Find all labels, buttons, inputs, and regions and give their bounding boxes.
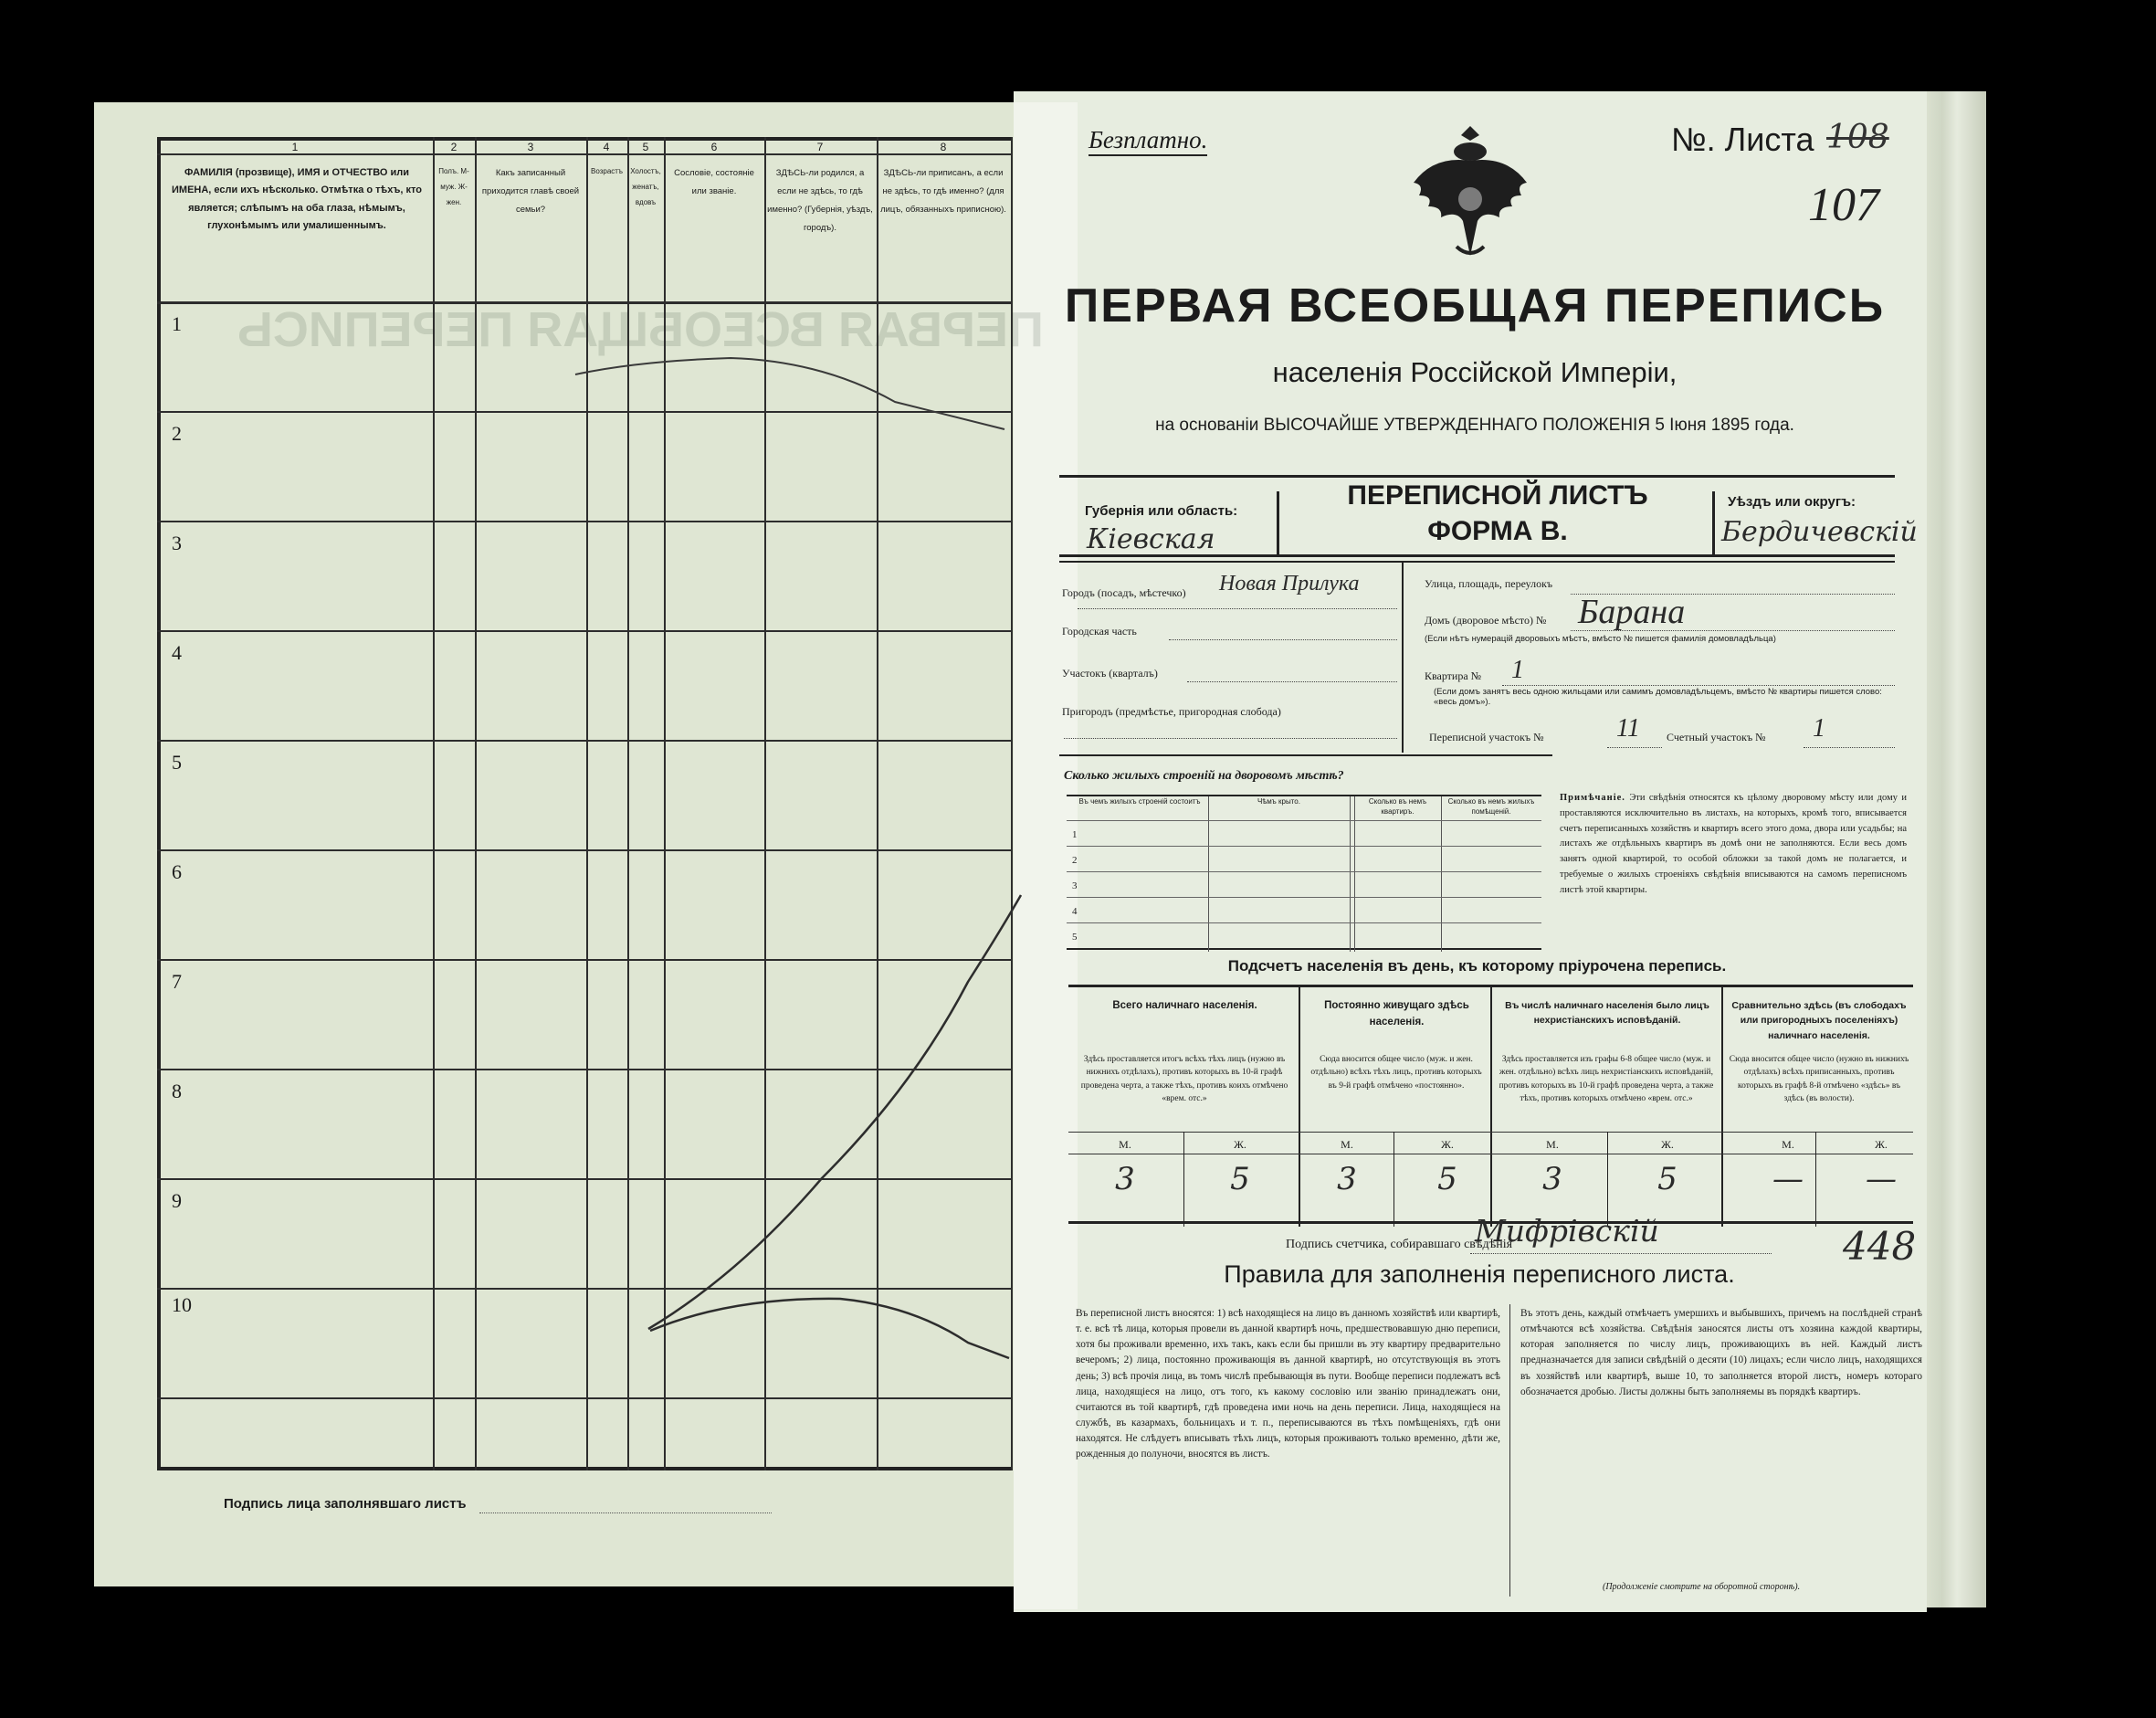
- count-value-permanent-female: 5: [1437, 1161, 1457, 1197]
- house-note: (Если нѣтъ нумерацій дворовыхъ мѣстъ, вмѣсто № пишется фамилія домовладѣльца): [1425, 634, 1776, 644]
- count-value-present-female: 5: [1230, 1161, 1250, 1197]
- province-value: Кіевская: [1087, 523, 1215, 555]
- row-number: 3: [172, 532, 182, 554]
- count-sub-male: М.: [1546, 1138, 1559, 1151]
- imperial-eagle-emblem: [1406, 119, 1534, 265]
- count-value-permanent-male: 3: [1337, 1161, 1357, 1197]
- form-title-line1: ПЕРЕПИСНОЙ ЛИСТЪ: [1347, 480, 1648, 511]
- collector-signature-value: Мифрівскій: [1475, 1213, 1659, 1249]
- row-number: 5: [172, 751, 182, 774]
- col-header-birthplace: ЗДѢСЬ-ли родился, а если не здѣсь, то гдѣ именно? (Губернія, уѣздъ, городъ).: [767, 168, 873, 233]
- count-sub-female: Ж.: [1661, 1138, 1674, 1151]
- count-col-present-head: Всего наличнаго населенія.: [1112, 1000, 1257, 1011]
- buildings-col-structure: Въ чемъ жилыхъ строеній состоитъ: [1078, 797, 1201, 806]
- col-number-6: 6: [710, 141, 718, 153]
- census-area-label: Переписной участокъ №: [1429, 731, 1544, 743]
- row-number: 7: [172, 970, 182, 993]
- count-value-nonchristian-male: 3: [1542, 1161, 1562, 1197]
- collector-signature-label: Подпись счетчика, собиравшаго свѣдѣнія: [1286, 1238, 1513, 1251]
- row-number: 2: [172, 422, 182, 445]
- buildings-col-rooms: Сколько въ немъ жилыхъ помѣщеній.: [1447, 797, 1535, 817]
- house-label: Домъ (дворовое мѣсто) №: [1425, 614, 1547, 627]
- ghost-title-bleedthrough: ПЕРВАЯ ВСЕОБЩАЯ ПЕРЕПИСЬ: [237, 302, 1044, 357]
- row-number: 1: [172, 312, 182, 335]
- buildings-row-number: 5: [1072, 932, 1078, 943]
- census-title: ПЕРВАЯ ВСЕОБЩАЯ ПЕРЕПИСЬ: [1064, 279, 1886, 332]
- col-header-relation: Какъ записанный приходится главѣ своей семьи?: [481, 168, 580, 215]
- count-col-permanent-desc: Сюда вносится общее число (муж. и жен. отдѣльно) всѣхъ тѣхъ лицъ, противъ которыхъ въ 9-й графѣ отмѣчено «постоянно».: [1310, 1055, 1482, 1091]
- count-area-value: 1: [1813, 714, 1825, 743]
- count-value-nonchristian-female: 5: [1657, 1161, 1677, 1197]
- count-value-suburb-female: —: [1866, 1161, 1897, 1197]
- population-count-title: Подсчетъ населенія въ день, къ которому пріурочена перепись.: [1227, 957, 1727, 975]
- row-number: 9: [172, 1189, 182, 1212]
- count-col-suburb-head: Сравнительно здѣсь (въ слободахъ или пригородныхъ поселеніяхъ) наличнаго населенія.: [1731, 1000, 1907, 1041]
- count-col-permanent-head: Постоянно живущаго здѣсь населенія.: [1324, 1000, 1469, 1028]
- row-number: 4: [172, 641, 182, 664]
- col-header-estate: Сословіе, состояніе или званіе.: [674, 168, 754, 196]
- rules-text-right: Въ этотъ день, каждый отмѣчаетъ умершихъ и выбывшихъ, причемъ на послѣдней странѣ отмѣчаются всѣ хозяйства. Свѣдѣнія заносятся листы отъ хозяина каждой квартиры, которая заполняется по числу лицъ, проживающихъ въ ней. Каждый листъ предназначается для записи свѣдѣній о десяти (10) лицахъ; если число лицъ, находящихся въ хозяйствѣ или квартирѣ, выше 10, то заполняется второй листъ, номеръ котораго обозначается дробью. Листы должны быть заполняемы въ порядкѣ квартиръ.: [1520, 1308, 1922, 1397]
- free-of-charge-label: Безплатно.: [1089, 126, 1207, 156]
- col-number-4: 4: [603, 141, 610, 153]
- sheet-number-corrected: 107: [1808, 179, 1879, 231]
- rules-continuation-note: (Продолженіе смотрите на оборотной сторонѣ).: [1603, 1582, 1801, 1592]
- col-number-8: 8: [940, 141, 947, 153]
- count-sub-female: Ж.: [1234, 1138, 1246, 1151]
- note-text: Эти свѣдѣнія относятся къ цѣлому дворовому мѣсту или дому и проставляются исключительно въ листахъ, на которыхъ, кромѣ того, вписывается счетъ переписанныхъ хозяйствъ и квартиръ всего этого дома, двора или усадьбы; на листахъ же отдѣльныхъ квартиръ въ домѣ они не заполняются. Если весь домъ занятъ одной квартирой, то особой обложки за такой домъ не полагается, и требуемые о жилыхъ строеніяхъ свѣдѣнія вписываются на самомъ переписномъ листѣ этой квартиры.: [1560, 793, 1907, 895]
- buildings-row-number: 1: [1072, 829, 1078, 840]
- form-header-box: [1059, 475, 1918, 557]
- apartment-label: Квартира №: [1425, 669, 1482, 682]
- census-area-value: 11: [1616, 714, 1640, 743]
- city-part-label: Городская часть: [1062, 625, 1137, 638]
- row-number: 6: [172, 860, 182, 883]
- buildings-row-number: 2: [1072, 855, 1078, 866]
- buildings-col-roof: Чѣмъ крыто.: [1257, 797, 1300, 806]
- apartment-note: (Если домъ занятъ весь одною жильцами или самимъ домовладѣльцемъ, вмѣсто № квартиры пишется слово: «весь домъ»).: [1434, 687, 1882, 707]
- count-sub-male: М.: [1341, 1138, 1353, 1151]
- district-label: Уѣздъ или округъ:: [1728, 494, 1856, 510]
- margin-handwritten-number: 448: [1843, 1224, 1917, 1269]
- section-label: Участокъ (кварталъ): [1062, 667, 1158, 680]
- buildings-note: [1560, 791, 1907, 899]
- col-number-2: 2: [450, 141, 457, 153]
- col-header-age: Возрастъ: [591, 167, 623, 175]
- apartment-value: 1: [1511, 656, 1524, 684]
- col-number-3: 3: [527, 141, 534, 153]
- count-col-nonchristian-head: Въ числѣ наличнаго населенія было лицъ нехристіанскихъ исповѣданій.: [1505, 1000, 1709, 1027]
- col-number-5: 5: [642, 141, 649, 153]
- row-number: 8: [172, 1080, 182, 1102]
- rules-title: Правила для заполненія переписного листа.: [1224, 1260, 1735, 1288]
- col-header-marital: Холостъ, женатъ, вдовъ: [630, 167, 661, 206]
- sheet-number-label: №. Листа: [1671, 121, 1814, 158]
- buildings-col-apartments: Сколько въ немъ квартиръ.: [1368, 797, 1427, 817]
- buildings-heading: Сколько жилыхъ строеній на дворовомъ мѣстѣ?: [1064, 769, 1344, 783]
- count-value-present-male: 3: [1115, 1161, 1135, 1197]
- count-col-suburb-desc: Сюда вносится общее число (нужно въ нижнихъ отдѣлахъ) всѣхъ приписанныхъ, противъ которыхъ въ графѣ 8-й отмѣчено «здѣсь» въ здѣсь (въ волости).: [1729, 1055, 1909, 1103]
- row-number: 10: [172, 1293, 192, 1316]
- buildings-table: [1067, 795, 1541, 950]
- col-header-name: ФАМИЛІЯ (прозвище), ИМЯ и ОТЧЕСТВО или ИМЕНА, если ихъ нѣсколько. Отмѣтка о тѣхъ, кто является; слѣпымъ на оба глаза, нѣмымъ, глухонѣмымъ или умалишеннымъ.: [172, 167, 422, 231]
- city-label: Городъ (посадъ, мѣстечко): [1062, 586, 1186, 599]
- count-sub-female: Ж.: [1441, 1138, 1454, 1151]
- count-sub-male: М.: [1119, 1138, 1131, 1151]
- count-col-present-desc: Здѣсь проставляется итогъ всѣхъ тѣхъ лицъ (нужно въ нижнихъ отдѣлахъ), противъ которыхъ въ 10-й графѣ проведена черта, а также тѣхъ, противъ коихъ отмѣчено «врем. отс.»: [1080, 1055, 1288, 1103]
- house-value: Барана: [1578, 593, 1686, 631]
- province-label: Губернія или область:: [1085, 503, 1238, 519]
- col-number-1: 1: [291, 141, 299, 153]
- filler-signature-label: Подпись лица заполнявшаго листъ: [224, 1496, 467, 1512]
- form-title-line2: ФОРМА В.: [1427, 516, 1568, 546]
- col-header-sex: Полъ. М-муж. Ж-жен.: [438, 167, 469, 206]
- col-header-registered: ЗДѢСЬ-ли приписанъ, а если не здѣсь, то гдѣ именно? (для лицъ, обязанныхъ приписною).: [880, 168, 1006, 215]
- census-legal-basis: на основаніи ВЫСОЧАЙШЕ УТВЕРЖДЕННАГО ПОЛОЖЕНІЯ 5 Іюня 1895 года.: [1155, 416, 1794, 435]
- count-sub-female: Ж.: [1875, 1138, 1888, 1151]
- col-number-7: 7: [816, 141, 824, 153]
- form-title: [1306, 478, 1689, 549]
- street-label: Улица, площадь, переулокъ: [1425, 577, 1553, 590]
- population-count-table: [1068, 985, 1913, 1224]
- census-subtitle: населенія Россійской Имперіи,: [1272, 356, 1677, 388]
- count-value-suburb-male: —: [1772, 1161, 1804, 1197]
- sheet-number-handwritten: 108: [1826, 119, 1889, 156]
- note-title: Примѣчаніе.: [1560, 793, 1625, 803]
- buildings-row-number: 3: [1072, 880, 1078, 891]
- count-sub-male: М.: [1782, 1138, 1794, 1151]
- city-value: Новая Прилука: [1219, 572, 1360, 596]
- rules-text-left: Въ переписной листъ вносятся: 1) всѣ находящіеся на лицо въ данномъ хозяйствѣ или квартирѣ, т. е. всѣ тѣ лица, которыя провели въ данной квартирѣ ночь, предшествовавшую дню переписи, хотя бы проживали временно, ихъ такъ, какъ если бы пришли въ эту квартиру предварительно вечеромъ; 2) лица, постоянно проживающія въ данной квартирѣ, но отсутствующія въ этотъ день; 3) всѣ прочія лица, въ томъ числѣ пребывающія въ пути. Вообще переписи подлежатъ всѣ лица, находящіеся на лицо, отъ того, къ какому сословію или званію принадлежатъ они, считаются въ той квартирѣ, гдѣ проведена ими ночь на день переписи. Лица, находящіеся на службѣ, въ казармахъ, больницахъ и т. п., переписываются въ тѣхъ помѣщеніяхъ, гдѣ они находятся. Не слѣдуетъ вписывать тѣхъ лицъ, которыя проживаютъ только временно, дѣти же, рожденныя до полуночи, вносятся въ листъ.: [1076, 1308, 1500, 1460]
- district-value: Бердичевскій: [1721, 516, 1918, 548]
- buildings-row-number: 4: [1072, 906, 1078, 917]
- count-col-nonchristian-desc: Здѣсь проставляется изъ графы 6-8 общее число (муж. и жен. отдѣльно) всѣхъ лицъ нехристіанскихъ исповѣданій, противъ которыхъ въ 10-й графѣ проведена черта, а также тѣхъ, противъ которыхъ отмѣчено «врем. отс.»: [1499, 1055, 1714, 1103]
- suburb-label: Пригородъ (предмѣстье, пригородная слобода): [1062, 705, 1281, 718]
- count-area-label: Счетный участокъ №: [1667, 731, 1766, 743]
